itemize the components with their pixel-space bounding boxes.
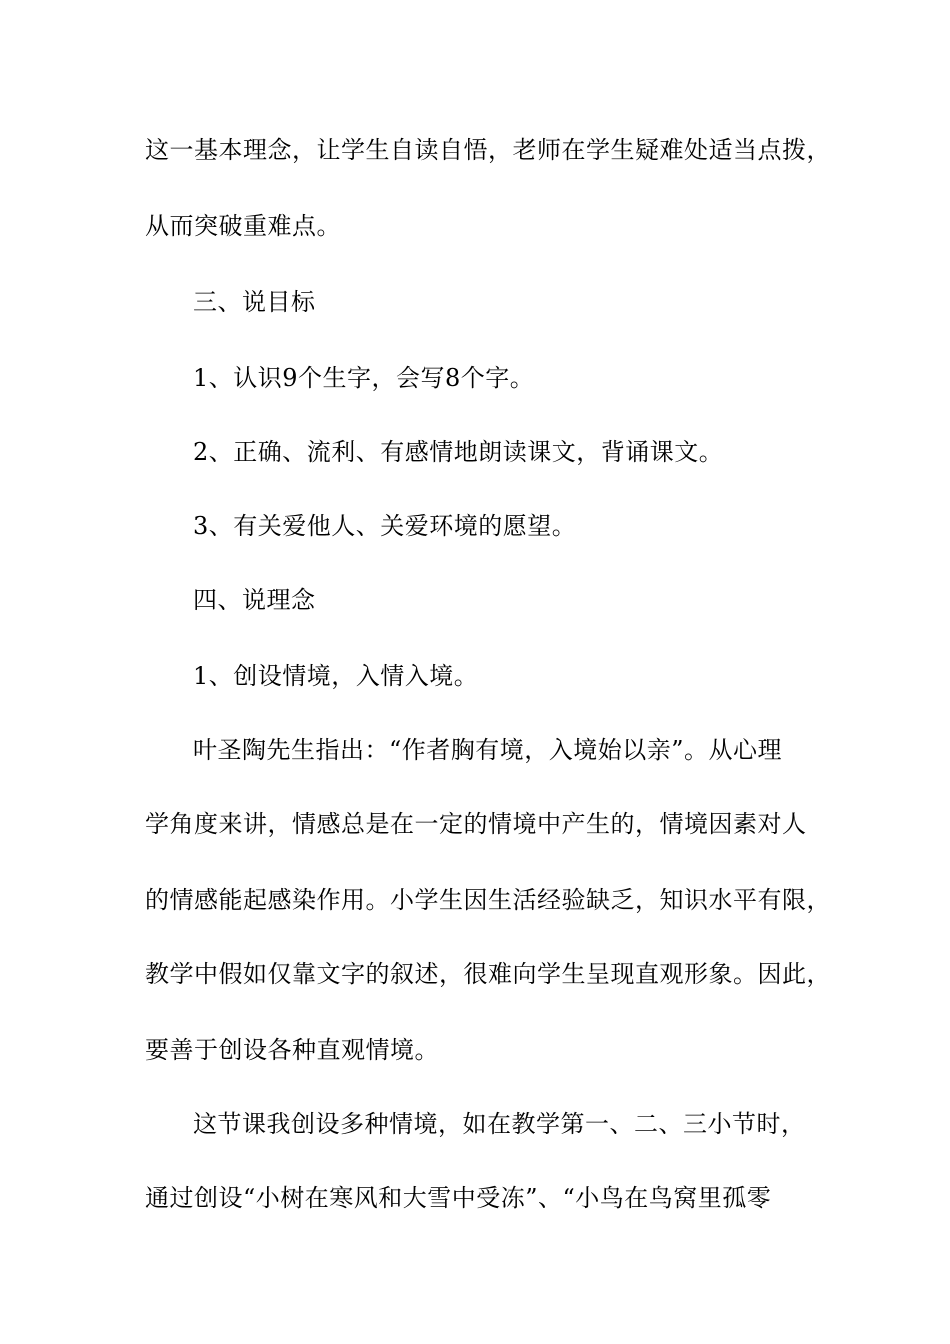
text-line: 要善于创设各种直观情境。 (145, 1036, 439, 1064)
text-line: 叶圣陶先生指出：“作者胸有境，入境始以亲”。从心理 (193, 736, 783, 764)
text-line: 从而突破重难点。 (145, 212, 341, 240)
section-heading: 三、说目标 (193, 288, 316, 316)
list-item: 2、正确、流利、有感情地朗读课文，背诵课文。 (193, 438, 724, 466)
text-line: 学角度来讲，情感总是在一定的情境中产生的，情境因素对人 (145, 810, 807, 838)
section-heading: 四、说理念 (193, 586, 316, 614)
text-line: 的情感能起感染作用。小学生因生活经验缺乏，知识水平有限， (145, 886, 831, 914)
list-item: 3、有关爱他人、关爱环境的愿望。 (193, 512, 577, 540)
text-line: 教学中假如仅靠文字的叙述，很难向学生呈现直观形象。因此， (145, 960, 831, 988)
list-item: 1、创设情境，入情入境。 (193, 662, 479, 690)
text-line: 通过创设“小树在寒风和大雪中受冻”、“小鸟在鸟窝里孤零 (145, 1184, 772, 1212)
text-line: 这一基本理念，让学生自读自悟，老师在学生疑难处适当点拨， (145, 136, 831, 164)
text-line: 这节课我创设多种情境，如在教学第一、二、三小节时， (193, 1110, 806, 1138)
list-item: 1、认识9个生字，会写8个字。 (193, 364, 535, 392)
